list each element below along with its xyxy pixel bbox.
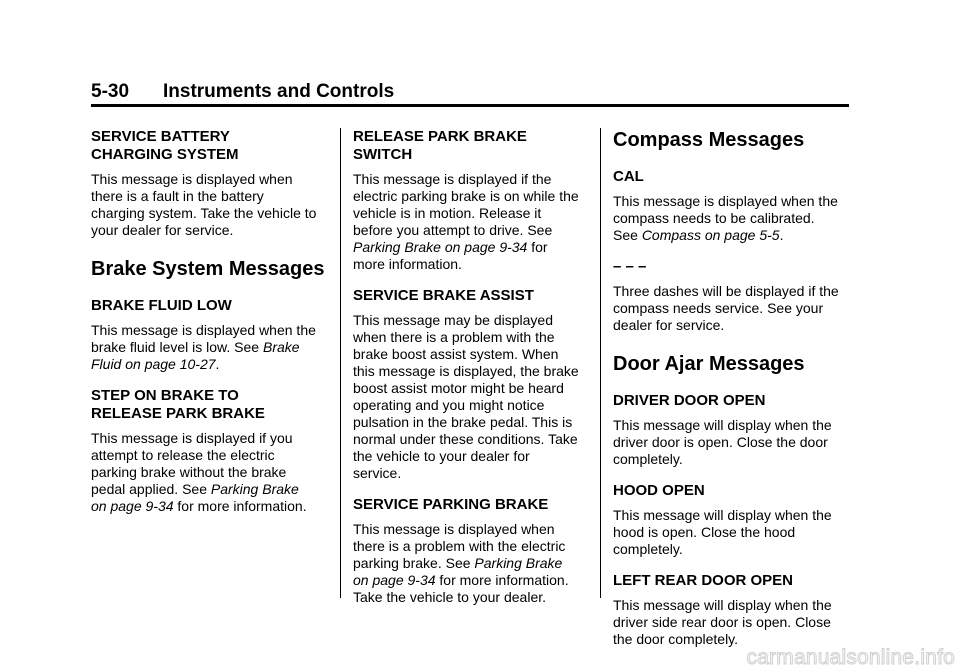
column-3 [613, 128, 849, 648]
section-title-release-park-brake-switch: RELEASE PARK BRAKE SWITCH [353, 128, 527, 163]
section-title-driver-door-open: DRIVER DOOR OPEN [613, 392, 766, 409]
column-divider-2 [600, 128, 601, 598]
link-parking-brake[interactable]: Parking Brake [210, 481, 299, 497]
page-number: 5-30 [91, 81, 130, 102]
link-parking-brake-page[interactable]: on page 9-34 [91, 498, 174, 514]
section-body-driver-door-open: This message will display when the driver door is open. Close the door completely. [613, 417, 832, 467]
heading-door-ajar-messages: Door Ajar Messages [613, 353, 805, 375]
section-body-service-parking-brake: This message is displayed when there is a problem with the electric parking brake. See Parking Brake on page 9-34 for more information. Take the vehicle to your dealer. [353, 521, 569, 605]
section-body-service-battery: This message is displayed when there is a fault in the battery charging system. Take the vehicle to your dealer for service. [91, 171, 317, 238]
section-title-cal: CAL [613, 168, 644, 185]
column-divider-1 [340, 128, 341, 598]
link-brake-fluid[interactable]: Brake [262, 339, 300, 355]
link-compass-page[interactable]: Compass on page 5-5 [641, 227, 780, 243]
section-body-left-rear-door-open: This message will display when the driver side rear door is open. Close the door completely. [613, 597, 832, 647]
link-parking-brake-page[interactable]: Parking Brake on page 9-34 [353, 239, 528, 255]
heading-brake-system-messages: Brake System Messages [91, 258, 325, 280]
link-parking-brake-page[interactable]: on page 9-34 [353, 572, 436, 588]
section-title-left-rear-door-open: LEFT REAR DOOR OPEN [613, 572, 794, 589]
header-rule [91, 104, 849, 107]
link-parking-brake[interactable]: Parking Brake [474, 555, 563, 571]
section-title-hood-open: HOOD OPEN [613, 482, 705, 499]
heading-compass-messages: Compass Messages [613, 129, 805, 151]
section-title-step-on-brake: STEP ON BRAKE TO RELEASE PARK BRAKE [91, 387, 265, 422]
section-title-service-brake-assist: SERVICE BRAKE ASSIST [353, 287, 534, 304]
section-body-dashes: Three dashes will be displayed if the compass needs service. See your dealer for service. [613, 283, 839, 333]
page-header [91, 81, 849, 103]
section-title-brake-fluid-low: BRAKE FLUID LOW [91, 297, 232, 314]
chapter-title: Instruments and Controls [163, 81, 395, 102]
site-watermark: carmanualsonline.info [746, 646, 955, 669]
section-title-service-parking-brake: SERVICE PARKING BRAKE [353, 496, 549, 513]
column-2 [353, 128, 589, 606]
section-body-step-on-brake: This message is displayed if you attempt to release the electric parking brake without the brake pedal applied. See Parking Brake on page 9-34 for more information. [91, 430, 307, 514]
section-body-release-park-brake-switch: This message is displayed if the electric parking brake is on while the vehicle is in motion. Release it before you attempt to drive. See Parking Brake on page 9-34 for more information. [353, 171, 579, 272]
section-body-hood-open: This message will display when the hood is open. Close the hood completely. [613, 507, 832, 557]
column-1 [91, 128, 327, 515]
link-brake-fluid-page[interactable]: Fluid on page 10-27 [91, 356, 216, 372]
section-body-cal: This message is displayed when the compass needs to be calibrated. See Compass on page 5-5. [613, 193, 838, 243]
section-title-service-battery: SERVICE BATTERY CHARGING SYSTEM [91, 128, 239, 163]
section-title-dashes: – – – [613, 258, 647, 275]
section-body-service-brake-assist: This message may be displayed when there is a problem with the brake boost assist system. When this message is displayed, the brake boost assist motor might be heard operating and you might notice pulsation in the brake pedal. This is normal under these conditions. Take the vehicle to your dealer for service. [353, 312, 579, 481]
section-body-brake-fluid-low: This message is displayed when the brake fluid level is low. See Brake Fluid on page 10-27. [91, 322, 316, 372]
